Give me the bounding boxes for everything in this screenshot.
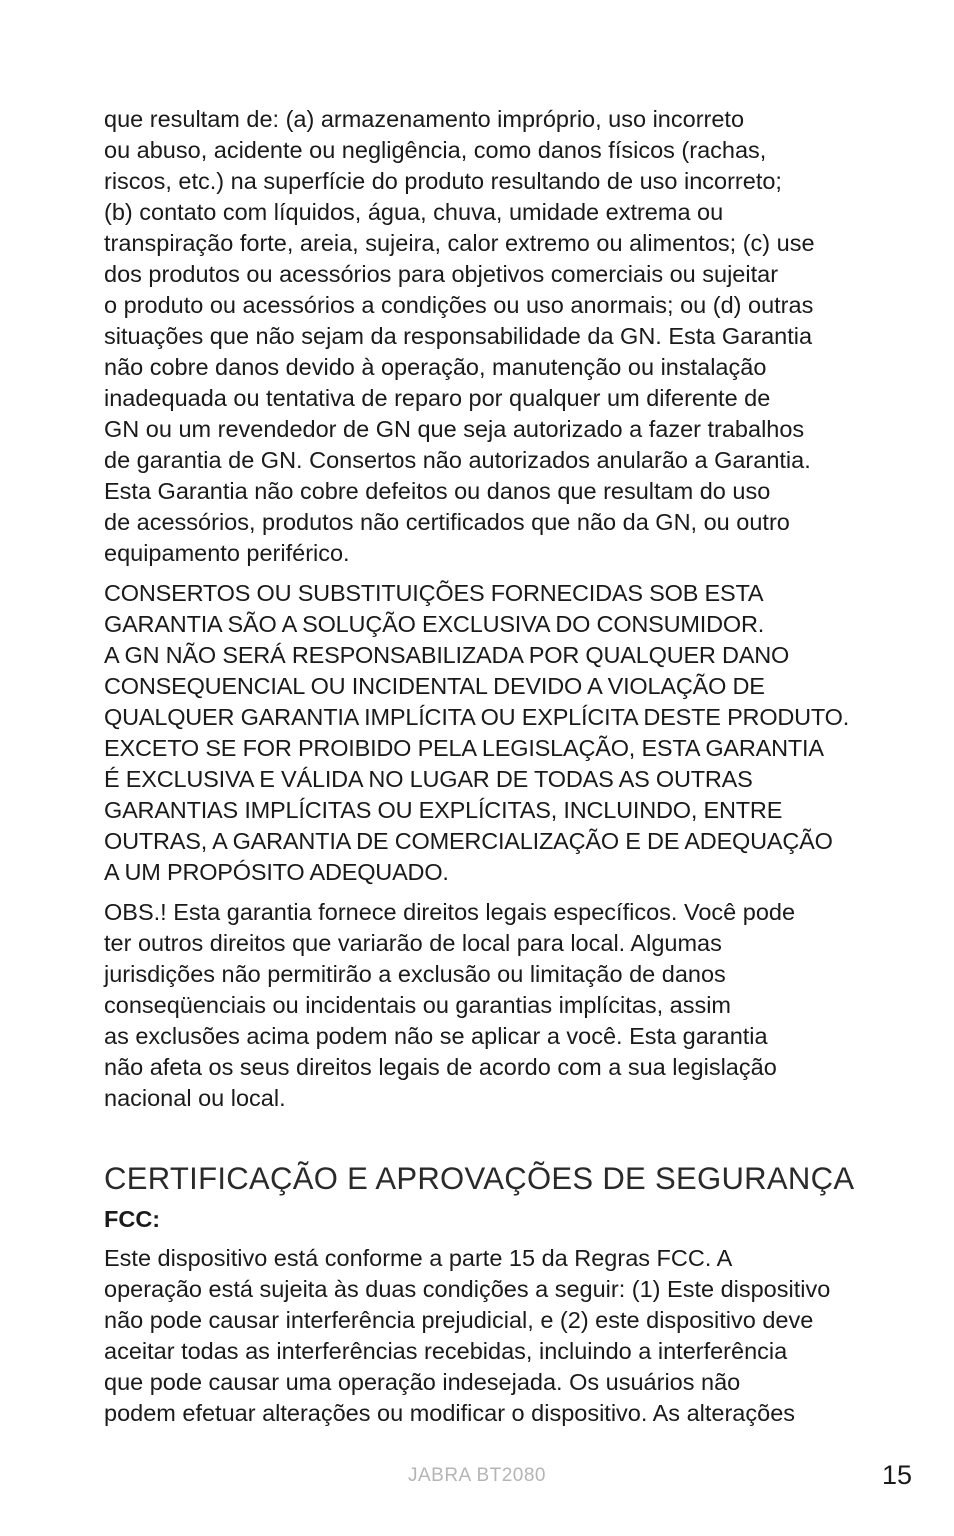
text-line: que pode causar uma operação indesejada. Os usuários não [104,1369,741,1395]
text-line: (b) contato com líquidos, água, chuva, umidade extrema ou [104,199,724,225]
page-number: 15 [881,1460,912,1490]
text-line: não afeta os seus direitos legais de acordo com a sua legislação [104,1054,777,1080]
text-line: dos produtos ou acessórios para objetivos comerciais ou sujeitar [104,261,779,287]
text-line: equipamento periférico. [104,540,350,566]
text-line: EXCETO SE FOR PROIBIDO PELA LEGISLAÇÃO, ESTA GARANTIA [104,735,824,761]
text-line: A GN NÃO SERÁ RESPONSABILIZADA POR QUALQUER DANO [104,642,790,668]
text-line: transpiração forte, areia, sujeira, calor extremo ou alimentos; (c) use [104,230,815,256]
fcc-statement-paragraph [104,1243,854,1429]
text-line: jurisdições não permitirão a exclusão ou limitação de danos [104,961,726,987]
text-line: não cobre danos devido à operação, manutenção ou instalação [104,354,767,380]
text-line: CONSERTOS OU SUBSTITUIÇÕES FORNECIDAS SOB ESTA [104,580,764,606]
text-line: GARANTIAS IMPLÍCITAS OU EXPLÍCITAS, INCLUINDO, ENTRE [104,797,783,823]
text-line: QUALQUER GARANTIA IMPLÍCITA OU EXPLÍCITA DESTE PRODUTO. [104,704,850,730]
text-line: de acessórios, produtos não certificados que não da GN, ou outro [104,509,790,535]
text-line: Este dispositivo está conforme a parte 15 da Regras FCC. A [104,1245,733,1271]
text-line: Esta Garantia não cobre defeitos ou danos que resultam do uso [104,478,771,504]
text-line: GN ou um revendedor de GN que seja autorizado a fazer trabalhos [104,416,805,442]
text-line: as exclusões acima podem não se aplicar a você. Esta garantia [104,1023,768,1049]
text-line: o produto ou acessórios a condições ou uso anormais; ou (d) outras [104,292,814,318]
footer-product-name: JABRA BT2080 [407,1465,547,1486]
warranty-exclusions-paragraph [104,104,854,569]
text-line: OBS.! Esta garantia fornece direitos legais específicos. Você pode [104,899,796,925]
fcc-subtitle: FCC: [104,1206,161,1232]
document-page [104,104,854,1438]
section-title: CERTIFICAÇÃO E APROVAÇÕES DE SEGURANÇA [104,1161,855,1196]
text-line: que resultam de: (a) armazenamento impróprio, uso incorreto [104,106,745,132]
legal-rights-note-paragraph [104,897,854,1114]
text-line: GARANTIA SÃO A SOLUÇÃO EXCLUSIVA DO CONSUMIDOR. [104,611,765,637]
text-line: É EXCLUSIVA E VÁLIDA NO LUGAR DE TODAS AS OUTRAS [104,766,753,792]
text-line: nacional ou local. [104,1085,286,1111]
text-line: podem efetuar alterações ou modificar o dispositivo. As alterações [104,1400,796,1426]
text-line: ter outros direitos que variarão de local para local. Algumas [104,930,722,956]
text-line: CONSEQUENCIAL OU INCIDENTAL DEVIDO A VIOLAÇÃO DE [104,673,765,699]
text-line: situações que não sejam da responsabilidade da GN. Esta Garantia [104,323,813,349]
text-line: não pode causar interferência prejudicial, e (2) este dispositivo deve [104,1307,814,1333]
text-line: aceitar todas as interferências recebidas, incluindo a interferência [104,1338,788,1364]
text-line: ou abuso, acidente ou negligência, como danos físicos (rachas, [104,137,767,163]
text-line: A UM PROPÓSITO ADEQUADO. [104,859,449,885]
text-line: conseqüenciais ou incidentais ou garantias implícitas, assim [104,992,731,1018]
text-line: riscos, etc.) na superfície do produto resultando de uso incorreto; [104,168,782,194]
text-line: operação está sujeita às duas condições a seguir: (1) Este dispositivo [104,1276,831,1302]
text-line: inadequada ou tentativa de reparo por qualquer um diferente de [104,385,771,411]
text-line: OUTRAS, A GARANTIA DE COMERCIALIZAÇÃO E DE ADEQUAÇÃO [104,828,833,854]
warranty-disclaimer-paragraph [104,578,854,888]
text-line: de garantia de GN. Consertos não autorizados anularão a Garantia. [104,447,811,473]
